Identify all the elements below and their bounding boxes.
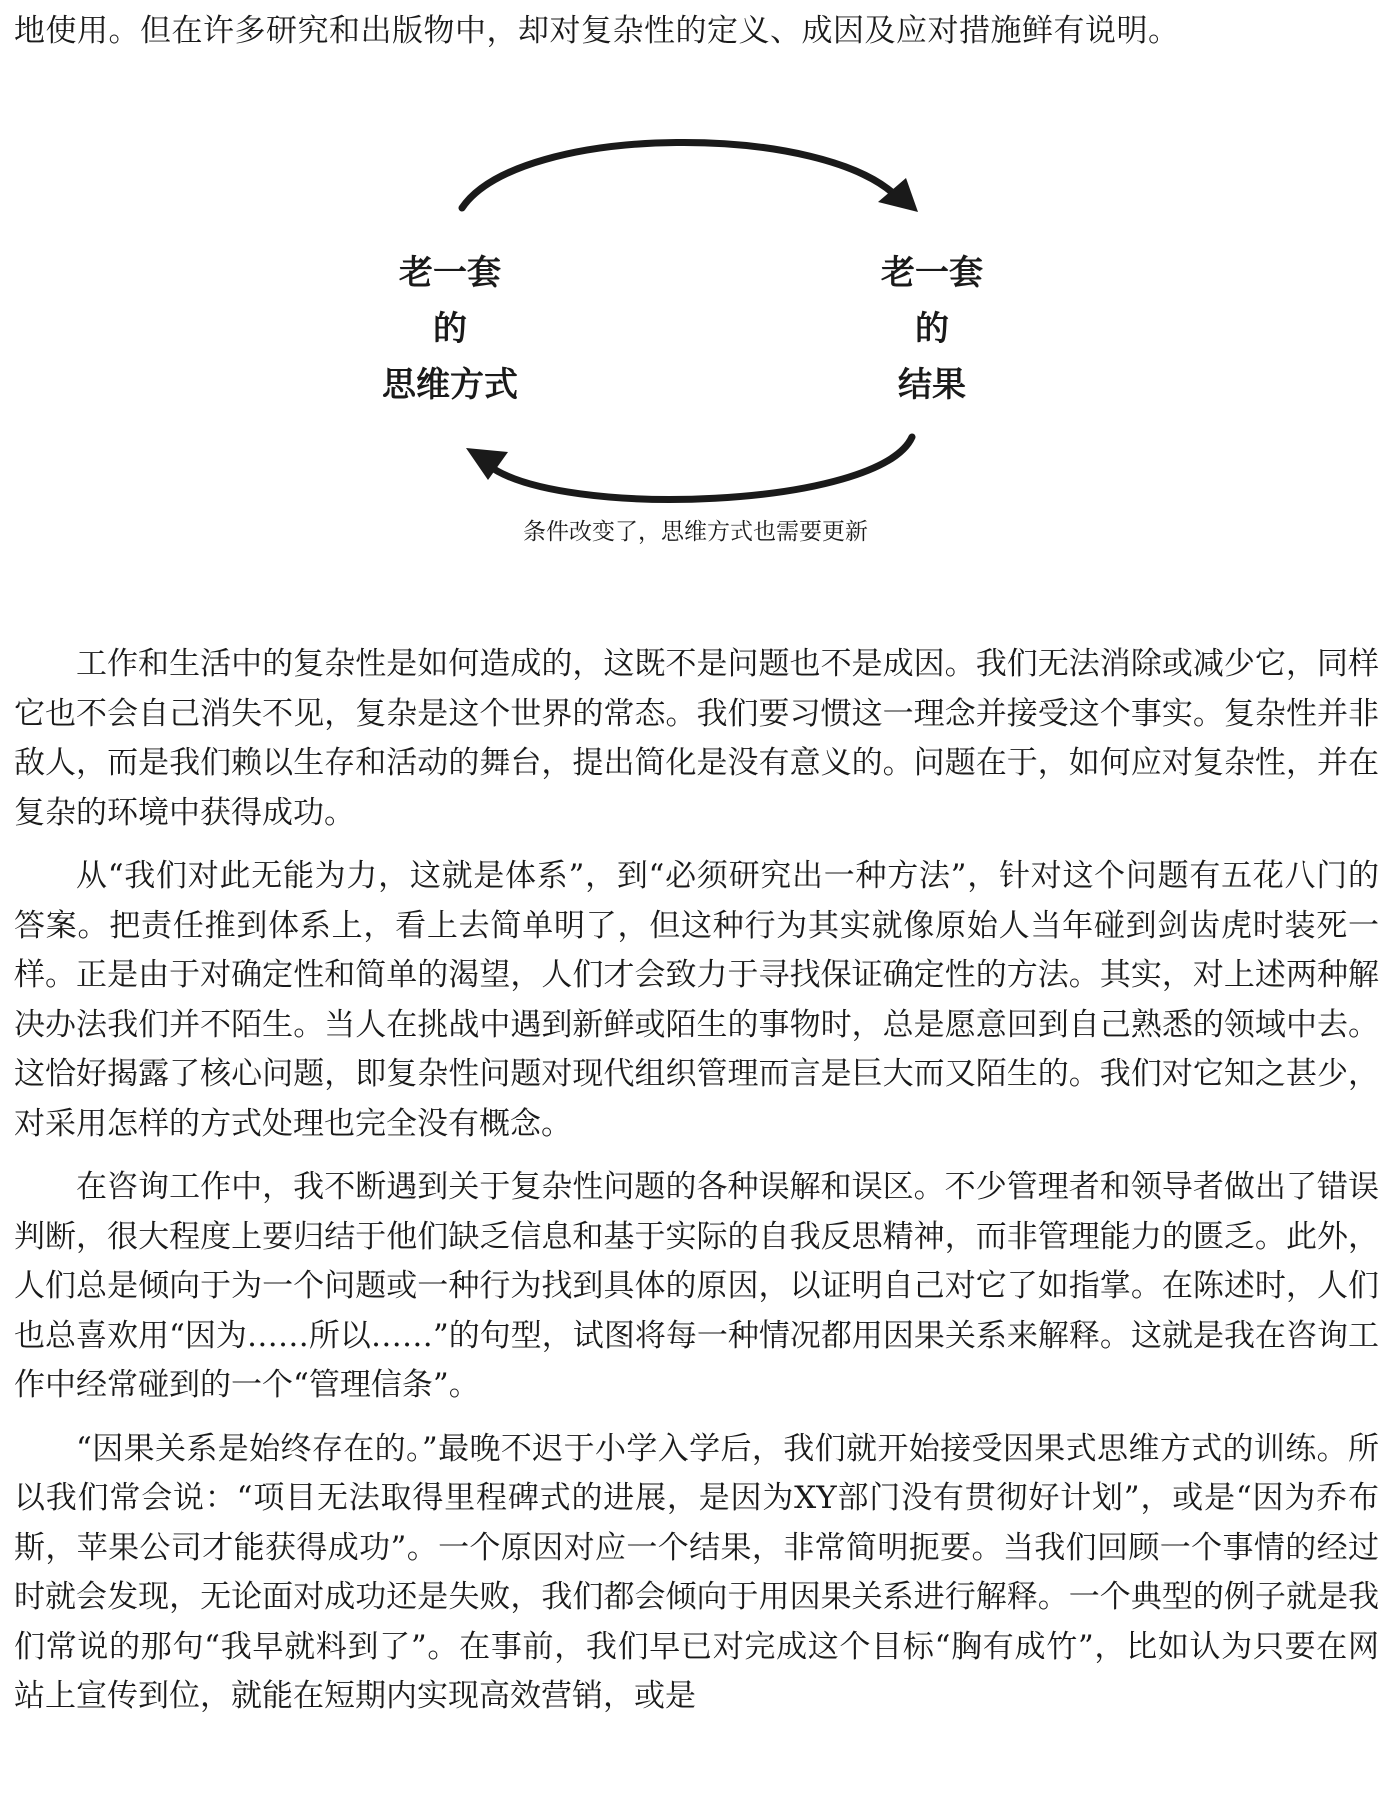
- old-thinking-line-3: 思维方式: [382, 365, 518, 405]
- old-result-line-3: 结果: [898, 365, 966, 405]
- old-thinking-line-1: 老一套: [399, 253, 501, 293]
- old-result-line-2: 的: [915, 309, 949, 349]
- old-result-line-1: 老一套: [881, 253, 983, 293]
- paragraph: 在咨询工作中，我不断遇到关于复杂性问题的各种误解和误区。不少管理者和领导者做出了错误判断，很大程度上要归结于他们缺乏信息和基于实际的自我反思精神，而非管理能力的匮乏。此外，人们总是倾向于为一个问题或一种行为找到具体的原因，以证明自己对它了如指掌。在陈述时，人们也总喜欢用“因为……所以……”的句型，试图将每一种情况都用因果关系来解释。这就是我在咨询工作中经常碰到的一个“管理信条”。: [14, 1169, 1379, 1403]
- top-paragraph-line: 地使用。但在许多研究和出版物中，却对复杂性的定义、成因及应对措施鲜有说明。: [14, 13, 1180, 49]
- old-result-node: [822, 245, 1042, 413]
- diagram-caption: 条件改变了，思维方式也需要更新: [523, 519, 868, 545]
- paragraph: 从“我们对此无能为力，这就是体系”，到“必须研究出一种方法”，针对这个问题有五花八门的答案。把责任推到体系上，看上去简单明了，但这种行为其实就像原始人当年碰到剑齿虎时装死一样。正是由于对确定性和简单的渴望，人们才会致力于寻找保证确定性的方法。其实，对上述两种解决办法我们并不陌生。当人在挑战中遇到新鲜或陌生的事物时，总是愿意回到自己熟悉的领域中去。这恰好揭露了核心问题，即复杂性问题对现代组织管理而言是巨大而又陌生的。我们对它知之甚少，对采用怎样的方式处理也完全没有概念。: [14, 858, 1379, 1142]
- old-thinking-line-2: 的: [433, 309, 467, 349]
- paragraph: 工作和生活中的复杂性是如何造成的，这既不是问题也不是成因。我们无法消除或减少它，同样它也不会自己消失不见，复杂是这个世界的常态。我们要习惯这一理念并接受这个事实。复杂性并非敌人，而是我们赖以生存和活动的舞台，提出简化是没有意义的。问题在于，如何应对复杂性，并在复杂的环境中获得成功。: [14, 646, 1379, 831]
- top-arrow: [462, 142, 900, 208]
- bottom-arrow: [488, 437, 912, 499]
- paragraph: “因果关系是始终存在的。”最晚不迟于小学入学后，我们就开始接受因果式思维方式的训练。所以我们常会说：“项目无法取得里程碑式的进展，是因为XY部门没有贯彻好计划”，或是“因为乔布斯，苹果公司才能获得成功”。一个原因对应一个结果，非常简明扼要。当我们回顾一个事情的经过时就会发现，无论面对成功还是失败，我们都会倾向于用因果关系进行解释。一个典型的例子就是我们常说的那句“我早就料到了”。在事前，我们早已对完成这个目标“胸有成竹”，比如认为只要在网站上宣传到位，就能在短期内实现高效营销，或是: [14, 1430, 1379, 1714]
- old-thinking-node: [340, 245, 560, 413]
- thinking-cycle-diagram: [0, 130, 1391, 590]
- body-text: [14, 640, 1379, 1736]
